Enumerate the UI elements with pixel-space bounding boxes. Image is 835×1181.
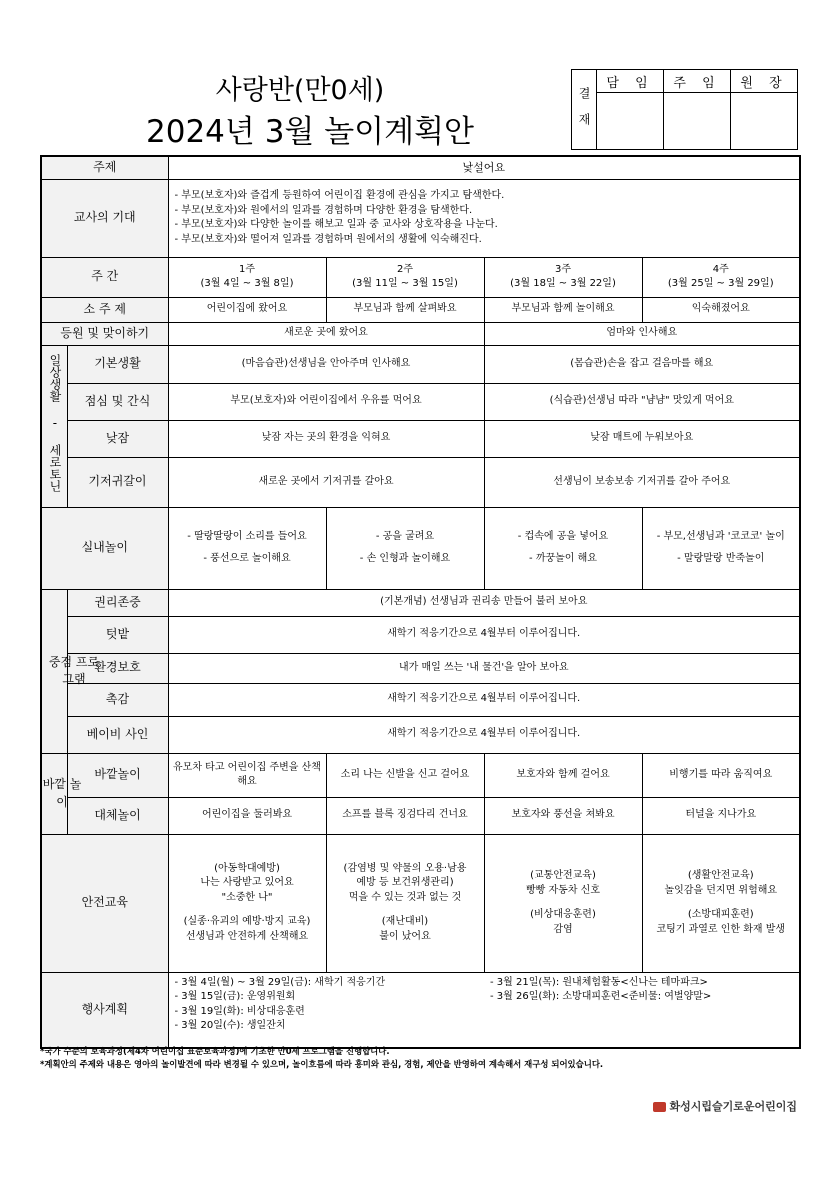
- event-item: - 3월 21일(목): 원내체험활동<신나는 테마파크>: [490, 976, 708, 988]
- outdoor-week-1: 어린이집을 둘러봐요: [168, 797, 326, 834]
- subtopic-label: 소 주 제: [41, 297, 168, 322]
- class-name: 사랑반(만0세): [215, 75, 385, 106]
- footnotes: [40, 1045, 800, 1071]
- event-item: - 3월 15일(금): 운영위원회: [174, 991, 296, 1002]
- focus-row: [41, 589, 800, 616]
- approval-role-director: 원 장: [731, 70, 798, 93]
- outdoor-label: 대체놀이: [67, 797, 168, 834]
- outdoor-row: [41, 797, 800, 834]
- safety-week-1: (아동학대예방) 나는 사랑받고 있어요 "소중한 나" (실종·유괴의 예방·방지 교육) 선생님과 안전하게 산책해요: [168, 834, 326, 972]
- focus-label: 환경보호: [67, 653, 168, 683]
- indoor-play-row: [41, 507, 800, 589]
- school-signature: [653, 1098, 797, 1114]
- indoor-week-1: - 딸랑딸랑이 소리를 들어요 - 풍선으로 놀이해요: [168, 507, 326, 589]
- approval-sign-teacher: [597, 93, 664, 150]
- daily-row: [41, 383, 800, 420]
- outdoor-week-1: 유모차 타고 어린이집 주변을 산책해요: [168, 753, 326, 797]
- focus-label: 권리존중: [67, 589, 168, 616]
- arrival-row: [41, 322, 800, 345]
- events-row: [41, 972, 800, 1048]
- week-2: 2주 (3월 11일 ~ 3월 15일): [326, 257, 484, 297]
- focus-group-label: 중점 프로그램: [41, 589, 67, 753]
- arrival-label: 등원 및 맞이하기: [41, 322, 168, 345]
- daily-life-group-label: 일상생활 - 세로토닌: [41, 345, 67, 507]
- weeks-row: [41, 257, 800, 297]
- indoor-play-label: 실내놀이: [41, 507, 168, 589]
- focus-value: (기본개념) 선생님과 권리송 만들어 불러 보아요: [168, 589, 800, 616]
- outdoor-group-label: 바깥 놀이: [41, 753, 67, 834]
- subtopic-week-4: 익숙해졌어요: [642, 297, 800, 322]
- outdoor-week-4: 터널을 지나가요: [642, 797, 800, 834]
- focus-row: [41, 616, 800, 653]
- subtopic-week-2: 부모님과 함께 살펴봐요: [326, 297, 484, 322]
- focus-value: 새학기 적응기간으로 4월부터 이루어집니다.: [168, 683, 800, 716]
- daily-second-half: 낮잠 매트에 누워보아요: [484, 420, 800, 457]
- expectation-item: - 부모(보호자)와 떨어져 일과를 경험하며 원에서의 생활에 익숙해진다.: [174, 233, 482, 245]
- events-label: 행사계획: [41, 972, 168, 1048]
- expectation-item: - 부모(보호자)와 다양한 놀이를 해보고 일과 중 교사와 상호작용을 나눈다.: [174, 219, 498, 230]
- focus-label: 텃밭: [67, 616, 168, 653]
- daily-second-half: (몸습관)손을 잡고 걸음마를 해요: [484, 345, 800, 383]
- daily-label: 기본생활: [67, 345, 168, 383]
- subtopic-week-3: 부모님과 함께 놀이해요: [484, 297, 642, 322]
- event-item: - 3월 19일(화): 비상대응훈련: [174, 1005, 305, 1017]
- approval-label: 결 재: [572, 70, 597, 150]
- subtopic-week-1: 어린이집에 왔어요: [168, 297, 326, 322]
- outdoor-row: [41, 753, 800, 797]
- week-1: 1주 (3월 4일 ~ 3월 8일): [168, 257, 326, 297]
- week-4: 4주 (3월 25일 ~ 3월 29일): [642, 257, 800, 297]
- daily-second-half: (식습관)선생님 따라 "냠냠" 맛있게 먹어요: [484, 383, 800, 420]
- focus-value: 새학기 적응기간으로 4월부터 이루어집니다.: [168, 716, 800, 753]
- expectation-item: - 부모(보호자)와 즐겁게 등원하여 어린이집 환경에 관심을 가지고 탐색한다.: [174, 190, 505, 201]
- approval-role-head-teacher: 주 임: [664, 70, 731, 93]
- daily-label: 점심 및 간식: [67, 383, 168, 420]
- outdoor-week-3: 보호자와 함께 걸어요: [484, 753, 642, 797]
- plan-table: [40, 155, 801, 1049]
- indoor-week-2: - 공을 굴려요 - 손 인형과 놀이해요: [326, 507, 484, 589]
- daily-first-half: (마음습관)선생님을 안아주며 인사해요: [168, 345, 484, 383]
- focus-row: [41, 683, 800, 716]
- safety-week-2: (감염병 및 약물의 오용·남용 예방 등 보건위생관리) 먹을 수 있는 것과 없는 것 (재난대비) 불이 났어요: [326, 834, 484, 972]
- safety-week-3: (교통안전교육) 빵빵 자동차 신호 (비상대응훈련) 감염: [484, 834, 642, 972]
- expectation-list: [168, 179, 800, 257]
- event-item: - 3월 4일(월) ~ 3월 29일(금): 새학기 적응기간: [174, 976, 386, 988]
- subtopic-row: [41, 297, 800, 322]
- plan-title: 2024년 3월 놀이계획안: [146, 114, 474, 150]
- expectation-row: [41, 179, 800, 257]
- school-logo-icon: [653, 1102, 666, 1112]
- daily-label: 낮잠: [67, 420, 168, 457]
- safety-label: 안전교육: [41, 834, 168, 972]
- focus-value: 새학기 적응기간으로 4월부터 이루어집니다.: [168, 616, 800, 653]
- focus-row: [41, 716, 800, 753]
- theme-label: 주제: [41, 156, 168, 179]
- focus-row: [41, 653, 800, 683]
- outdoor-week-3: 보호자와 풍선을 쳐봐요: [484, 797, 642, 834]
- events-right: [484, 972, 800, 1048]
- event-item: - 3월 20일(수): 생일잔치: [174, 1020, 286, 1031]
- theme-row: [41, 156, 800, 179]
- event-item: - 3월 26일(화): 소방대피훈련<준비물: 여벌양말>: [490, 991, 712, 1002]
- theme-value: 낯설어요: [168, 156, 800, 179]
- focus-label: 베이비 사인: [67, 716, 168, 753]
- week-3: 3주 (3월 18일 ~ 3월 22일): [484, 257, 642, 297]
- events-left: [168, 972, 484, 1048]
- approval-sign-director: [731, 93, 798, 150]
- daily-label: 기저귀갈이: [67, 457, 168, 507]
- footnote: *계획안의 주제와 내용은 영아의 놀이발견에 따라 변경될 수 있으며, 놀이흐름에 따라 흥미와 관심, 경험, 제안을 반영하여 계속해서 재구성 되어있습니다.: [40, 1059, 604, 1069]
- arrival-first-half: 새로운 곳에 왔어요: [168, 322, 484, 345]
- focus-label: 촉감: [67, 683, 168, 716]
- approval-sign-head-teacher: [664, 93, 731, 150]
- school-name: 화성시립슬기로운어린이집: [669, 1100, 797, 1113]
- daily-first-half: 새로운 곳에서 기저귀를 갈아요: [168, 457, 484, 507]
- outdoor-week-2: 소리 나는 신발을 신고 걸어요: [326, 753, 484, 797]
- expectation-item: - 부모(보호자)와 원에서의 일과를 경험하며 다양한 환경을 탐색한다.: [174, 204, 473, 216]
- daily-second-half: 선생님이 보송보송 기저귀를 갈아 주어요: [484, 457, 800, 507]
- focus-value: 내가 매일 쓰는 '내 물건'을 알아 보아요: [168, 653, 800, 683]
- daily-first-half: 낮잠 자는 곳의 환경을 익혀요: [168, 420, 484, 457]
- approval-role-teacher: 담 임: [597, 70, 664, 93]
- daily-row: [41, 345, 800, 383]
- daily-first-half: 부모(보호자)와 어린이집에서 우유를 먹어요: [168, 383, 484, 420]
- indoor-week-4: - 부모,선생님과 '코코코' 놀이 - 말랑말랑 반죽놀이: [642, 507, 800, 589]
- safety-row: [41, 834, 800, 972]
- outdoor-week-2: 소프를 블록 징검다리 건너요: [326, 797, 484, 834]
- daily-row: [41, 420, 800, 457]
- arrival-second-half: 엄마와 인사해요: [484, 322, 800, 345]
- expectation-label: 교사의 기대: [41, 179, 168, 257]
- approval-box: [571, 69, 798, 150]
- safety-week-4: (생활안전교육) 놀잇감을 던지면 위험해요 (소방대피훈련) 코팅기 과열로 인한 화재 발생: [642, 834, 800, 972]
- outdoor-week-4: 비행기를 따라 움직여요: [642, 753, 800, 797]
- outdoor-label: 바깥놀이: [67, 753, 168, 797]
- daily-row: [41, 457, 800, 507]
- indoor-week-3: - 컵속에 공을 넣어요 - 까꿍놀이 해요: [484, 507, 642, 589]
- weeks-label: 주 간: [41, 257, 168, 297]
- footnote: *국가 수준의 보육과정(제4차 어린이집 표준보육과정)에 기초한 만0세 프로그램을 진행합니다.: [40, 1046, 390, 1056]
